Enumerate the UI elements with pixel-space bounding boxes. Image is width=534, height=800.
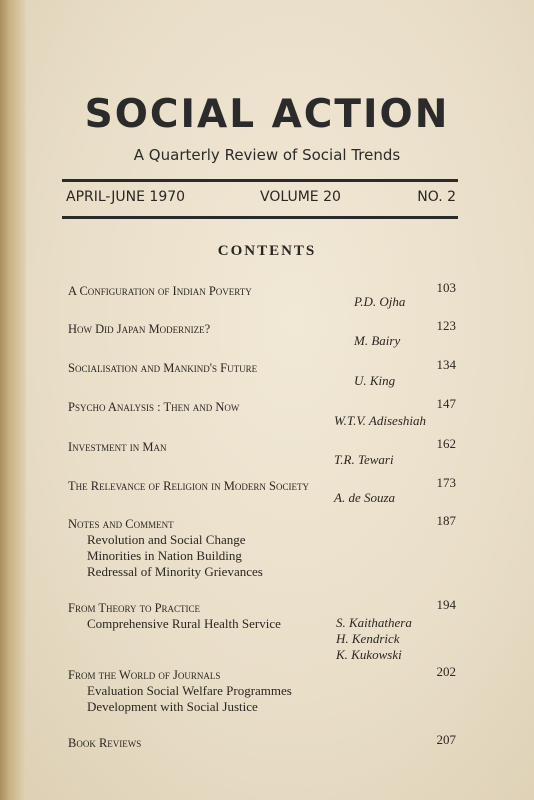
journal-subtitle: A Quarterly Review of Social Trends (133, 146, 401, 164)
section-title: Book Reviews (68, 736, 142, 750)
section-item: Evaluation Social Welfare Programmes (87, 683, 292, 698)
section-book-reviews (68, 732, 458, 751)
article-author: W.T.V. Adiseshiah (334, 413, 426, 428)
section-item: Redressal of Minority Grievances (87, 564, 263, 579)
article-page: 173 (436, 475, 456, 490)
journal-title: SOCIAL ACTION (84, 92, 450, 137)
section-theory-to-practice (68, 597, 458, 662)
article-author: U. King (354, 373, 396, 388)
section-world-of-journals (68, 664, 458, 715)
section-title: From Theory to Practice (68, 601, 201, 615)
section-author: H. Kendrick (336, 631, 400, 646)
article-author: T.R. Tewari (334, 452, 394, 467)
article-title: How Did Japan Modernize? (68, 322, 211, 336)
bottom-rule (62, 216, 458, 219)
section-page: 194 (436, 597, 456, 612)
section-item: Revolution and Social Change (87, 532, 246, 547)
section-item: Comprehensive Rural Health Service (87, 616, 281, 631)
section-author: S. Kaithathera (336, 615, 412, 630)
section-page: 187 (436, 513, 456, 528)
article-title: Psycho Analysis : Then and Now (68, 400, 240, 414)
article-author: A. de Souza (334, 490, 396, 505)
article-title: Socialisation and Mankind's Future (68, 361, 258, 375)
section-notes-and-comment (68, 513, 458, 580)
article-entry (68, 357, 458, 388)
section-title: Notes and Comment (68, 517, 174, 531)
article-page: 134 (436, 357, 456, 372)
article-page: 103 (436, 280, 456, 295)
section-author: K. Kukowski (336, 647, 402, 662)
article-entry (68, 318, 458, 348)
article-entry (68, 280, 458, 309)
contents-heading: CONTENTS (217, 243, 317, 259)
section-page: 207 (436, 732, 456, 747)
article-page: 123 (436, 318, 456, 333)
article-entry (68, 475, 458, 505)
section-item: Minorities in Nation Building (87, 548, 242, 563)
article-title: Investment in Man (68, 440, 167, 454)
section-item: Development with Social Justice (87, 699, 258, 714)
article-title: The Relevance of Religion in Modern Society (68, 479, 309, 493)
article-author: M. Bairy (354, 333, 401, 348)
section-authors (336, 615, 412, 663)
article-page: 147 (436, 396, 456, 411)
section-title: From the World of Journals (68, 668, 221, 682)
issue-number: NO. 2 (417, 189, 456, 205)
issue-date: APRIL-JUNE 1970 (66, 189, 186, 205)
issue-volume: VOLUME 20 (260, 189, 341, 205)
article-page: 162 (436, 436, 456, 451)
article-title: A Configuration of Indian Poverty (68, 284, 252, 298)
article-entry (68, 396, 458, 428)
top-rule (62, 179, 458, 182)
section-page: 202 (436, 664, 456, 679)
article-entry (68, 436, 458, 467)
article-author: P.D. Ojha (354, 294, 406, 309)
